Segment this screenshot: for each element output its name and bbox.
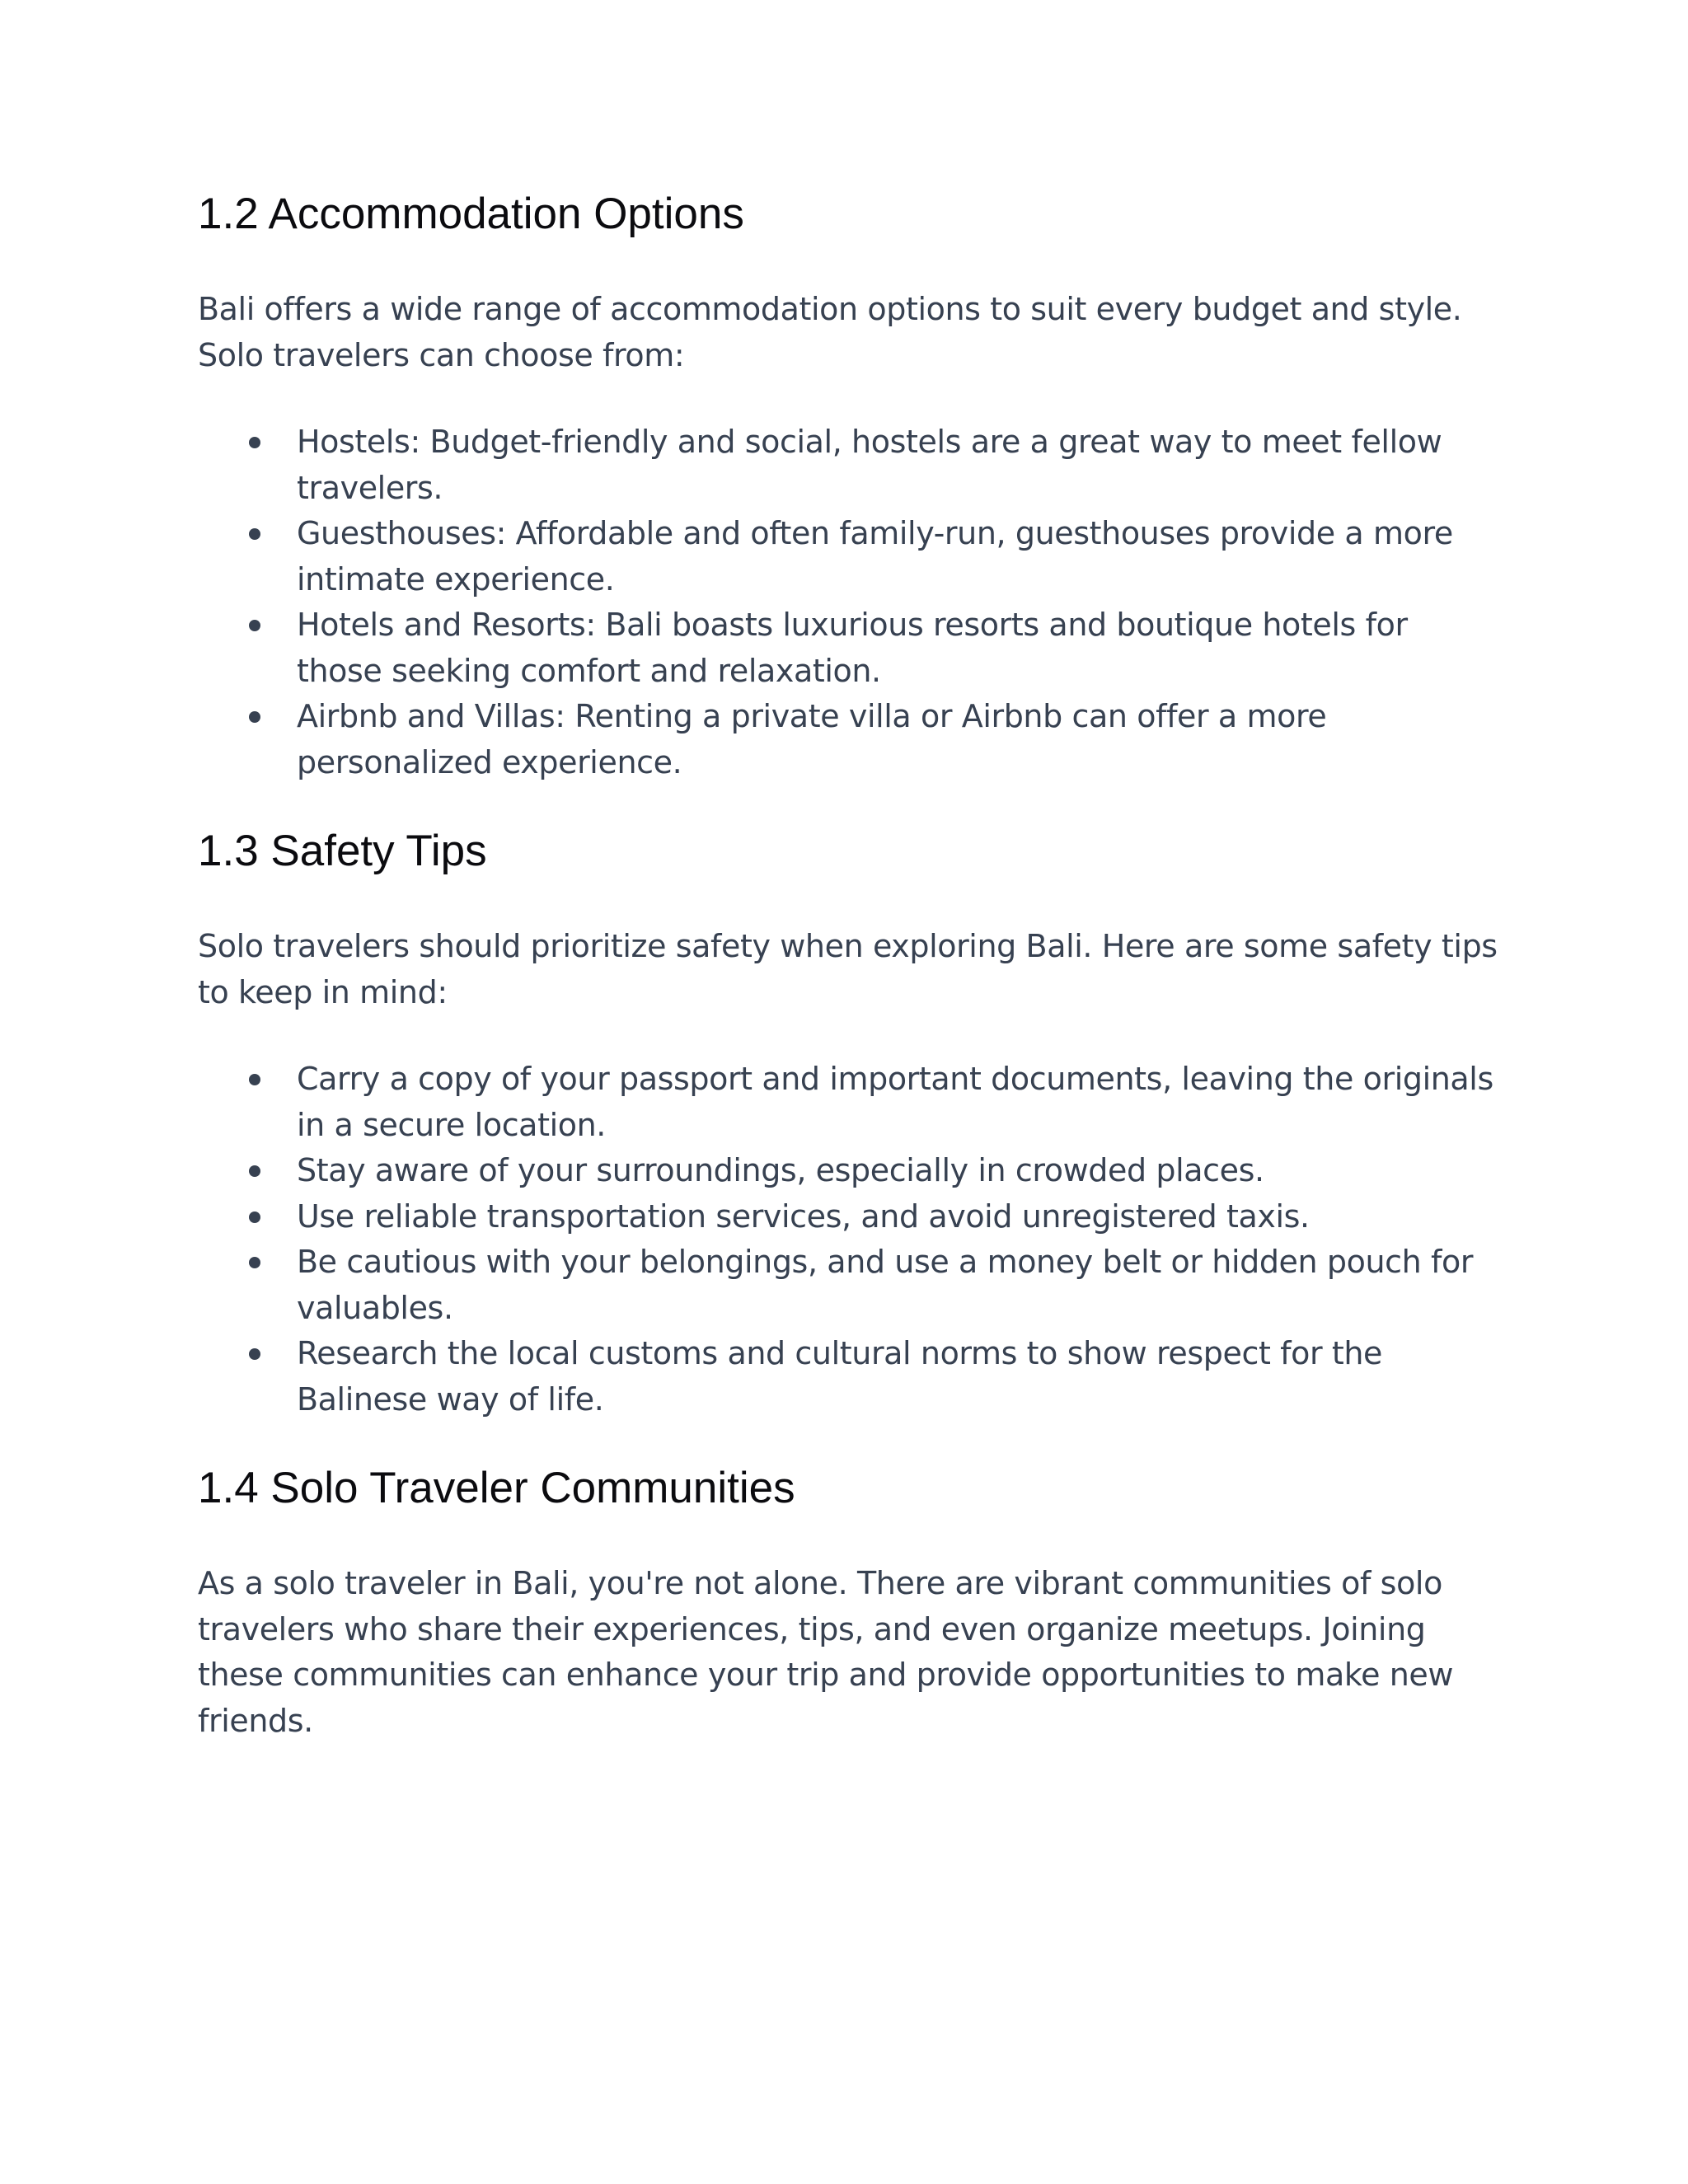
list-item-text: Hotels and Resorts: Bali boasts luxurious resorts and boutique hotels for those seeking comfort and relaxation. (297, 607, 1408, 689)
list-item (198, 1331, 1500, 1422)
list-item (198, 602, 1500, 694)
list-item-text: Use reliable transportation services, and avoid unregistered taxis. (297, 1197, 1310, 1235)
list-item-text: Be cautious with your belongings, and use a money belt or hidden pouch for valuables. (297, 1244, 1474, 1326)
list-item (198, 1240, 1500, 1331)
bullet-dot-icon (249, 528, 260, 540)
list-item-text: Airbnb and Villas: Renting a private villa or Airbnb can offer a more personalized experience. (297, 698, 1327, 780)
section-heading-solo-traveler-communities: 1.4 Solo Traveler Communities (198, 1464, 795, 1512)
list-item (198, 1194, 1500, 1240)
bullet-dot-icon (249, 1074, 260, 1085)
bullet-dot-icon (249, 620, 260, 631)
document-content (198, 188, 1500, 1744)
accommodation-options-list (198, 419, 1500, 785)
list-item-text: Guesthouses: Affordable and often family-run, guesthouses provide a more intimate experience. (297, 515, 1453, 598)
bullet-dot-icon (249, 711, 260, 723)
list-item-text: Hostels: Budget-friendly and social, hostels are a great way to meet fellow travelers. (297, 424, 1442, 506)
bullet-dot-icon (249, 1257, 260, 1268)
section-intro-solo-traveler-communities: As a solo traveler in Bali, you're not alone. There are vibrant communities of solo travelers who share their experiences, tips, and even organize meetups. Joining these communities can enhance your trip and provide opportunities to make new friends. (198, 1565, 1454, 1739)
section-intro-safety-tips: Solo travelers should prioritize safety when exploring Bali. Here are some safety tips to keep in mind: (198, 928, 1498, 1010)
section-heading-accommodation-options: 1.2 Accommodation Options (198, 190, 744, 238)
list-item-text: Research the local customs and cultural norms to show respect for the Balinese way of life. (297, 1335, 1383, 1418)
section-heading-safety-tips: 1.3 Safety Tips (198, 827, 487, 875)
list-item-text: Carry a copy of your passport and important documents, leaving the originals in a secure location. (297, 1061, 1493, 1143)
list-item (198, 694, 1500, 785)
list-item-text: Stay aware of your surroundings, especially in crowded places. (297, 1152, 1264, 1188)
section-intro-accommodation-options: Bali offers a wide range of accommodation options to suit every budget and style. Solo travelers can choose from: (198, 291, 1462, 373)
safety-tips-list (198, 1057, 1500, 1422)
bullet-dot-icon (249, 1212, 260, 1223)
list-item (198, 511, 1500, 602)
bullet-dot-icon (249, 437, 260, 448)
bullet-dot-icon (249, 1348, 260, 1360)
list-item (198, 1148, 1500, 1194)
list-item (198, 419, 1500, 511)
list-item (198, 1057, 1500, 1148)
bullet-dot-icon (249, 1165, 260, 1177)
